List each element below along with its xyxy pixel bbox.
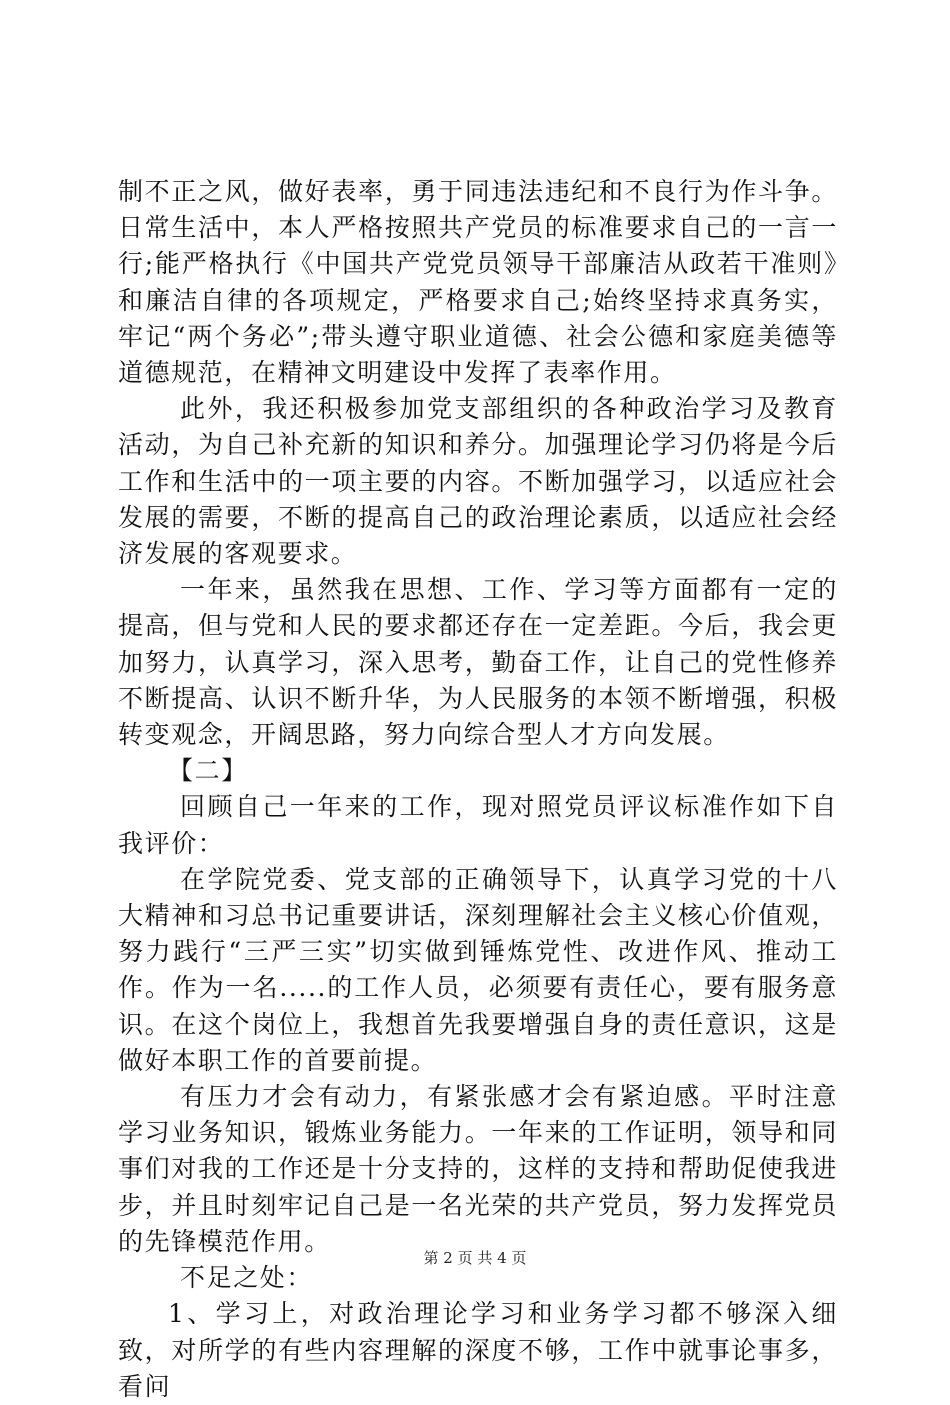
paragraph-year-summary: 一年来，虽然我在思想、工作、学习等方面都有一定的提高，但与党和人民的要求都还存在一定差距。今后，我会更加努力，认真学习，深入思考，勤奋工作，让自己的党性修养不断提高、认识不断升华，为人民服务的本领不断增强，积极转变观念，开阔思路，努力向综合型人才方向发展。 <box>118 575 838 750</box>
paragraph-shortcomings-heading: 不足之处： <box>180 1263 314 1293</box>
section-heading-two: 【二】 <box>168 756 248 786</box>
paragraph-conduct: 制不正之风，做好表率，勇于同违法违纪和不良行为作斗争。日常生活中，本人严格按照共产党员的标准要求自己的一言一行;能严格执行《中国共产党党员领导干部廉洁从政若干准则》和廉洁自律的各项规定，严格要求自己;始终坚持求真务实，牢记“两个务必”;带头遵守职业道德、社会公德和家庭美德等道德规范，在精神文明建设中发挥了表率作用。 <box>118 177 838 388</box>
paragraph-study-activities: 此外，我还积极参加党支部组织的各种政治学习及教育活动，为自己补充新的知识和养分。加强理论学习仍将是今后工作和生活中的一项主要的内容。不断加强学习，以适应社会发展的需要，不断的提高自己的政治理论素质，以适应社会经济发展的客观要求。 <box>118 394 838 569</box>
paragraph-leadership-study: 在学院党委、党支部的正确领导下，认真学习党的十八大精神和习总书记重要讲话，深刻理解社会主义核心价值观，努力践行“三严三实”切实做到锤炼党性、改进作风、推动工作。作为一名.....的工作人员，必须要有责任心，要有服务意识。在这个岗位上，我想首先我要增强自身的责任意识，这是做好本职工作的首要前提。 <box>118 864 838 1075</box>
document-body <box>118 174 838 1405</box>
paragraph-pressure-motivation: 有压力才会有动力，有紧张感才会有紧迫感。平时注意学习业务知识，锻炼业务能力。一年来的工作证明，领导和同事们对我的工作还是十分支持的，这样的支持和帮助促使我进步，并且时刻牢记自己是一名光荣的共产党员，努力发挥党员的先锋模范作用。 <box>118 1082 838 1256</box>
paragraph-shortcoming-1: 1、学习上，对政治理论学习和业务学习都不够深入细致，对所学的有些内容理解的深度不够，工作中就事论事多，看问 <box>118 1299 838 1401</box>
paragraph-self-evaluation-intro: 回顾自己一年来的工作，现对照党员评议标准作如下自我评价： <box>118 792 838 858</box>
page-footer: 第 2 页 共 4 页 <box>423 1249 527 1267</box>
